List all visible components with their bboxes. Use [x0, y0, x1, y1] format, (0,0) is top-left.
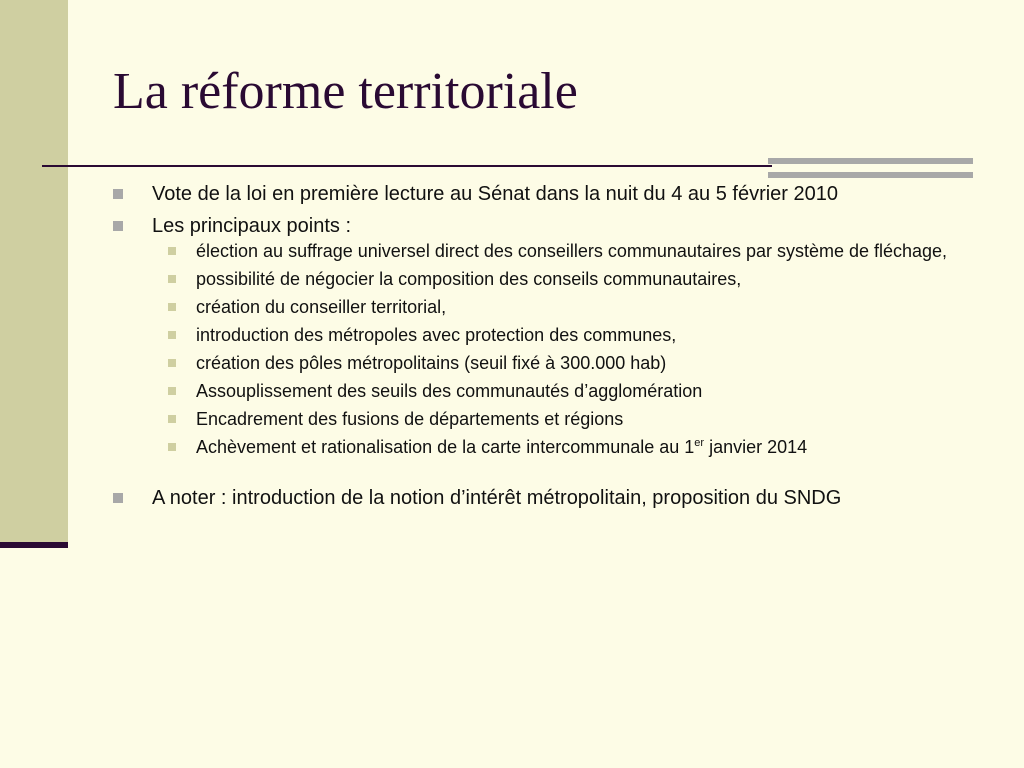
- side-band-rule: [0, 542, 68, 548]
- square-bullet-icon: [168, 359, 176, 367]
- grey-stripes-decoration: [768, 158, 973, 180]
- square-bullet-icon: [168, 443, 176, 451]
- ordinal-superscript: er: [694, 437, 705, 449]
- square-bullet-icon: [168, 387, 176, 395]
- square-bullet-icon: [168, 247, 176, 255]
- sub-bullet-text: Assouplissement des seuils des communautés d’agglomération: [196, 381, 703, 401]
- bullet-text: Vote de la loi en première lecture au Sénat dans la nuit du 4 au 5 février 2010: [152, 183, 839, 205]
- sub-bullet-item: [158, 409, 973, 429]
- sub-bullet-item: [158, 241, 973, 261]
- bullet-text: Les principaux points :: [152, 215, 352, 237]
- side-band-decoration: [0, 0, 68, 546]
- sub-bullet-text: [196, 437, 807, 457]
- grey-stripe: [768, 172, 973, 178]
- sub-bullet-item: [158, 269, 973, 289]
- sub-bullet-item: [158, 353, 973, 373]
- bullet-item: [113, 487, 973, 510]
- sub-bullet-text: possibilité de négocier la composition des conseils communautaires,: [196, 269, 742, 289]
- sub-bullet-list: [113, 241, 973, 457]
- slide-body: [113, 183, 973, 519]
- square-bullet-icon: [168, 303, 176, 311]
- spacer: [113, 465, 973, 487]
- sub-bullet-text-end: janvier 2014: [704, 437, 808, 457]
- sub-bullet-item: [158, 325, 973, 345]
- sub-bullet-item: [158, 437, 973, 457]
- sub-bullet-text: introduction des métropoles avec protection des communes,: [196, 325, 677, 345]
- square-bullet-icon: [168, 415, 176, 423]
- sub-bullet-item: [158, 297, 973, 317]
- grey-stripe: [768, 158, 973, 164]
- bullet-text: A noter : introduction de la notion d’intérêt métropolitain, proposition du SNDG: [152, 487, 842, 509]
- square-bullet-icon: [113, 189, 123, 199]
- square-bullet-icon: [168, 275, 176, 283]
- slide-title: La réforme territoriale: [113, 63, 578, 120]
- square-bullet-icon: [113, 493, 123, 503]
- sub-bullet-text-start: Achèvement et rationalisation de la carte intercommunale au 1: [196, 437, 695, 457]
- square-bullet-icon: [113, 221, 123, 231]
- bullet-item: [113, 183, 973, 206]
- title-rule: [42, 165, 772, 167]
- sub-bullet-text: élection au suffrage universel direct des conseillers communautaires par système de fléchage,: [196, 241, 948, 261]
- bullet-item: [113, 215, 973, 238]
- sub-bullet-item: [158, 381, 973, 401]
- sub-bullet-text: création du conseiller territorial,: [196, 297, 447, 317]
- square-bullet-icon: [168, 331, 176, 339]
- sub-bullet-text: création des pôles métropolitains (seuil fixé à 300.000 hab): [196, 353, 667, 373]
- sub-bullet-text: Encadrement des fusions de départements et régions: [196, 409, 624, 429]
